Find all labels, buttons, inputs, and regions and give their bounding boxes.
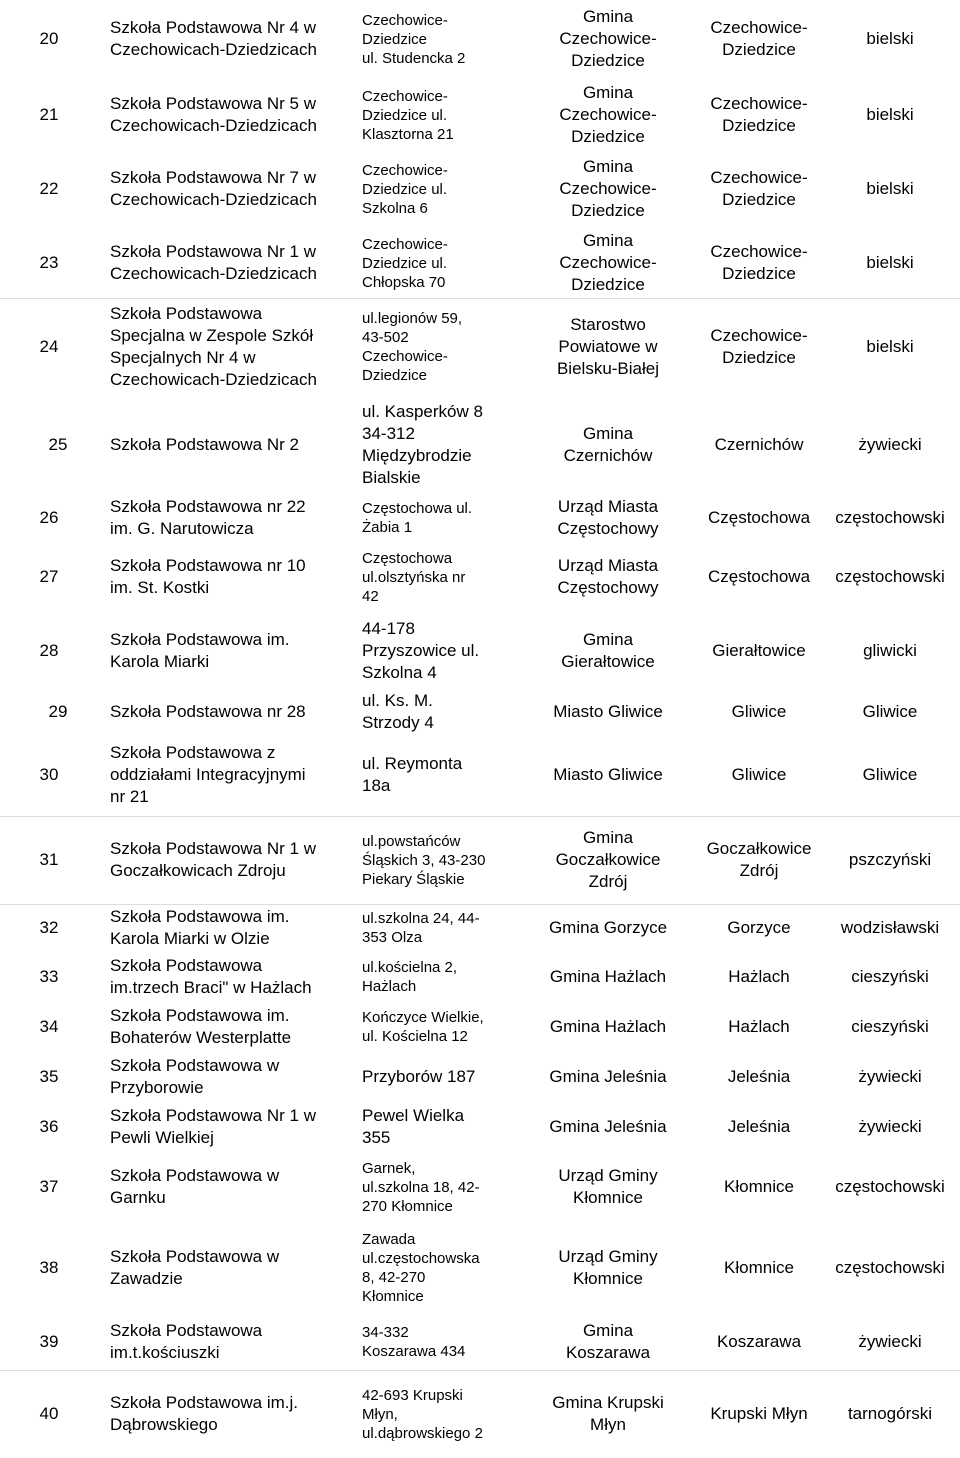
school-name: Szkoła Podstawowa Nr 2: [110, 435, 299, 454]
school-address: Czechowice- Dziedzice ul. Klasztorna 21: [362, 87, 454, 143]
town-name: Gorzyce: [727, 918, 791, 937]
school-address: ul.legionów 59, 43-502 Czechowice- Dziedzice: [362, 310, 463, 384]
row-number: 40: [39, 1404, 59, 1423]
gmina-name: Gmina Hażlach: [549, 967, 667, 986]
gmina-name: Gmina Czechowice- Dziedzice: [559, 7, 657, 70]
school-name: Szkoła Podstawowa nr 28: [110, 702, 306, 721]
powiat-name: wodzisławski: [840, 918, 940, 937]
powiat-name: Gliwice: [862, 702, 918, 721]
row-number: 31: [39, 850, 59, 869]
table-row: [0, 542, 960, 612]
row-number: 28: [39, 641, 59, 660]
row-number: 27: [39, 567, 59, 586]
table-row: [0, 152, 960, 226]
school-address: Czechowice- Dziedzice ul. Chłopska 70: [362, 235, 448, 291]
row-number: 33: [39, 967, 59, 986]
school-name: Szkoła Podstawowa im.t.kościuszki: [110, 1321, 263, 1362]
table-row: [0, 952, 960, 1002]
town-name: Hażlach: [728, 967, 790, 986]
school-name: Szkoła Podstawowa z oddziałami Integracyjnymi nr 21: [110, 743, 306, 806]
row-divider: [0, 1370, 960, 1371]
row-number: 36: [39, 1117, 59, 1136]
gmina-name: Urząd Gminy Kłomnice: [558, 1166, 658, 1207]
table-row: [0, 494, 960, 542]
school-address: Czechowice- Dziedzice ul. Studencka 2: [362, 11, 466, 67]
school-name: Szkoła Podstawowa im. Karola Miarki w Olzie: [110, 907, 290, 948]
school-address: 44-178 Przyszowice ul. Szkolna 4: [362, 619, 480, 682]
school-address: Przyborów 187: [362, 1067, 476, 1086]
row-number: 37: [39, 1177, 59, 1196]
table-row: [0, 1052, 960, 1102]
powiat-name: częstochowski: [835, 1258, 945, 1277]
powiat-name: bielski: [866, 253, 914, 272]
row-number: 26: [39, 508, 59, 527]
powiat-name: bielski: [866, 105, 914, 124]
school-address: Zawada ul.częstochowska 8, 42-270 Kłomnice: [362, 1231, 480, 1305]
table-row: [0, 1102, 960, 1152]
powiat-name: żywiecki: [858, 1332, 922, 1351]
town-name: Krupski Młyn: [710, 1404, 808, 1423]
table-row: [0, 226, 960, 300]
gmina-name: Gmina Koszarawa: [565, 1321, 651, 1362]
school-address: ul.kościelna 2, Hażlach: [362, 959, 458, 995]
powiat-name: bielski: [866, 179, 914, 198]
school-address: ul. Ks. M. Strzody 4: [362, 691, 434, 732]
powiat-name: żywiecki: [858, 1117, 922, 1136]
powiat-name: bielski: [866, 29, 914, 48]
town-name: Czechowice- Dziedzice: [710, 242, 808, 283]
row-number: 39: [39, 1332, 59, 1351]
town-name: Jeleśnia: [727, 1117, 791, 1136]
powiat-name: gliwicki: [863, 641, 917, 660]
town-name: Kłomnice: [724, 1177, 794, 1196]
row-number: 38: [39, 1258, 59, 1277]
school-address: Częstochowa ul. Żabia 1: [362, 500, 473, 536]
row-number: 29: [48, 702, 68, 721]
table-row: [0, 1002, 960, 1052]
town-name: Koszarawa: [716, 1332, 802, 1351]
gmina-name: Urząd Miasta Częstochowy: [557, 497, 659, 538]
gmina-name: Gmina Hażlach: [549, 1017, 667, 1036]
school-address: ul. Reymonta 18a: [362, 754, 463, 795]
school-name: Szkoła Podstawowa im.trzech Braci" w Hażlach: [110, 956, 312, 997]
town-name: Gliwice: [731, 765, 787, 784]
powiat-name: tarnogórski: [847, 1404, 933, 1423]
school-name: Szkoła Podstawowa nr 22 im. G. Narutowicza: [110, 497, 306, 538]
table-row: [0, 904, 960, 952]
table-row: [0, 816, 960, 904]
town-name: Czechowice- Dziedzice: [710, 326, 808, 367]
row-number: 21: [39, 105, 59, 124]
school-address: Garnek, ul.szkolna 18, 42- 270 Kłomnice: [362, 1159, 480, 1215]
gmina-name: Gmina Czechowice- Dziedzice: [559, 231, 657, 294]
powiat-name: żywiecki: [858, 435, 922, 454]
town-name: Czernichów: [714, 435, 804, 454]
school-address: 34-332 Koszarawa 434: [362, 1324, 466, 1360]
gmina-name: Gmina Jeleśnia: [549, 1067, 667, 1086]
table-row: [0, 734, 960, 816]
table-row: [0, 78, 960, 152]
row-number: 20: [39, 29, 59, 48]
table-row: [0, 1314, 960, 1370]
table-row: [0, 396, 960, 494]
gmina-name: Gmina Jeleśnia: [549, 1117, 667, 1136]
town-name: Goczałkowice Zdrój: [706, 839, 812, 880]
row-divider: [0, 904, 960, 905]
school-name: Szkoła Podstawowa Nr 1 w Pewli Wielkiej: [110, 1106, 316, 1147]
gmina-name: Miasto Gliwice: [553, 765, 663, 784]
powiat-name: żywiecki: [858, 1067, 922, 1086]
powiat-name: pszczyński: [848, 850, 932, 869]
school-address: ul. Kasperków 8 34-312 Międzybrodzie Bialskie: [362, 402, 483, 487]
row-divider: [0, 298, 960, 299]
row-number: 25: [48, 435, 68, 454]
table-row: [0, 298, 960, 396]
school-address: Częstochowa ul.olsztyńska nr 42: [362, 549, 466, 605]
table-row: [0, 1152, 960, 1222]
town-name: Jeleśnia: [727, 1067, 791, 1086]
gmina-name: Starostwo Powiatowe w Bielsku-Białej: [556, 315, 660, 378]
school-name: Szkoła Podstawowa w Przyborowie: [110, 1056, 280, 1097]
town-name: Czechowice- Dziedzice: [710, 168, 808, 209]
town-name: Gliwice: [731, 702, 787, 721]
school-name: Szkoła Podstawowa w Garnku: [110, 1166, 280, 1207]
school-address: Czechowice- Dziedzice ul. Szkolna 6: [362, 161, 448, 217]
row-number: 24: [39, 337, 59, 356]
school-name: Szkoła Podstawowa Nr 1 w Czechowicach-Dziedzicach: [110, 242, 317, 283]
powiat-name: częstochowski: [835, 567, 945, 586]
gmina-name: Gmina Czechowice- Dziedzice: [559, 83, 657, 146]
school-name: Szkoła Podstawowa Nr 4 w Czechowicach-Dziedzicach: [110, 18, 317, 59]
row-number: 30: [39, 765, 59, 784]
row-divider: [0, 816, 960, 817]
gmina-name: Gmina Czechowice- Dziedzice: [559, 157, 657, 220]
town-name: Czechowice- Dziedzice: [710, 94, 808, 135]
gmina-name: Gmina Gorzyce: [548, 918, 668, 937]
school-name: Szkoła Podstawowa im. Bohaterów Westerplatte: [110, 1006, 292, 1047]
table-row: [0, 1222, 960, 1314]
table-row: [0, 0, 960, 78]
row-number: 34: [39, 1017, 59, 1036]
gmina-name: Gmina Krupski Młyn: [552, 1393, 664, 1434]
gmina-name: Gmina Gierałtowice: [561, 630, 655, 671]
school-name: Szkoła Podstawowa w Zawadzie: [110, 1247, 280, 1288]
gmina-name: Urząd Miasta Częstochowy: [557, 556, 659, 597]
town-name: Hażlach: [728, 1017, 790, 1036]
gmina-name: Gmina Czernichów: [563, 424, 653, 465]
school-name: Szkoła Podstawowa nr 10 im. St. Kostki: [110, 556, 306, 597]
school-name: Szkoła Podstawowa Specjalna w Zespole Szkół Specjalnych Nr 4 w Czechowicach-Dziedzicach: [110, 304, 317, 389]
school-name: Szkoła Podstawowa Nr 7 w Czechowicach-Dziedzicach: [110, 168, 317, 209]
school-address: 42-693 Krupski Młyn, ul.dąbrowskiego 2: [362, 1386, 483, 1442]
table-row: [0, 1370, 960, 1458]
gmina-name: Gmina Goczałkowice Zdrój: [555, 828, 661, 891]
row-number: 23: [39, 253, 59, 272]
powiat-name: cieszyński: [851, 1017, 929, 1036]
row-number: 35: [39, 1067, 59, 1086]
table-row: [0, 690, 960, 734]
town-name: Kłomnice: [724, 1258, 794, 1277]
town-name: Częstochowa: [707, 508, 811, 527]
gmina-name: Urząd Gminy Kłomnice: [558, 1247, 658, 1288]
school-address: Kończyce Wielkie, ul. Kościelna 12: [362, 1009, 484, 1045]
powiat-name: częstochowski: [835, 1177, 945, 1196]
town-name: Gierałtowice: [712, 641, 806, 660]
school-address: Pewel Wielka 355: [362, 1106, 465, 1147]
gmina-name: Miasto Gliwice: [553, 702, 663, 721]
row-number: 32: [39, 918, 59, 937]
powiat-name: częstochowski: [835, 508, 945, 527]
school-name: Szkoła Podstawowa Nr 1 w Goczałkowicach Zdroju: [110, 839, 316, 880]
school-address: ul.szkolna 24, 44- 353 Olza: [362, 910, 480, 946]
school-name: Szkoła Podstawowa im. Karola Miarki: [110, 630, 290, 671]
school-name: Szkoła Podstawowa im.j. Dąbrowskiego: [110, 1393, 299, 1434]
row-number: 22: [39, 179, 59, 198]
powiat-name: Gliwice: [862, 765, 918, 784]
table-row: [0, 612, 960, 690]
town-name: Częstochowa: [707, 567, 811, 586]
school-name: Szkoła Podstawowa Nr 5 w Czechowicach-Dziedzicach: [110, 94, 317, 135]
school-address: ul.powstańców Śląskich 3, 43-230 Piekary Śląskie: [362, 832, 486, 888]
powiat-name: cieszyński: [851, 967, 929, 986]
powiat-name: bielski: [866, 337, 914, 356]
town-name: Czechowice- Dziedzice: [710, 18, 808, 59]
